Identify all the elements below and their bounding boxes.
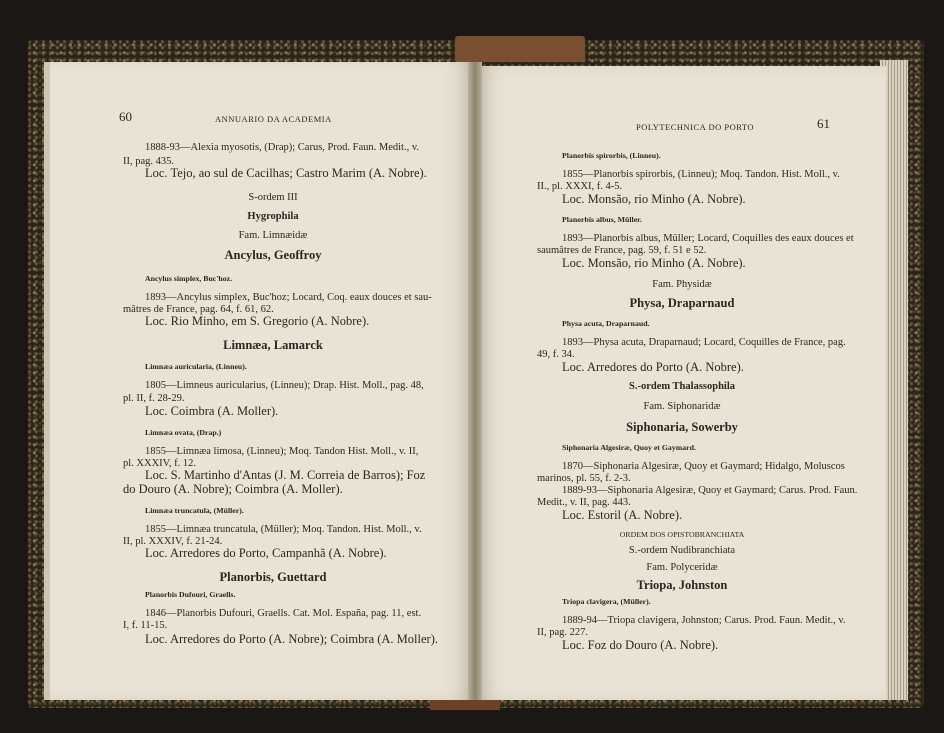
text-line: 1855—Limnæa limosa, (Linneu); Moq. Tandon Hist. Moll., v. II, xyxy=(145,446,419,457)
text-line: Fam. Siphonaridæ xyxy=(643,401,721,412)
running-header-right: POLYTECHNICA DO PORTO xyxy=(636,122,755,132)
text-line: Triopa, Johnston xyxy=(636,578,728,592)
text-line: Loc. S. Martinho d'Antas (J. M. Correia de Barros); Foz xyxy=(145,468,426,482)
text-line: pl. II, f. 28-29. xyxy=(123,393,185,404)
spine-top xyxy=(455,36,585,62)
text-line: Loc. Tejo, ao sul de Cacilhas; Castro Marim (A. Nobre). xyxy=(145,166,427,180)
text-line: Loc. Foz do Douro (A. Nobre). xyxy=(562,638,719,652)
text-line: II, pl. XXXIV, f. 21-24. xyxy=(123,536,223,547)
text-line: Loc. Arredores do Porto (A. Nobre); Coimbra (A. Moller). xyxy=(145,632,438,646)
text-line: Triopa clavigera, (Müller). xyxy=(562,597,651,606)
text-line: 1893—Planorbis albus, Müller; Locard, Coquilles des eaux douces et xyxy=(562,233,854,244)
text-line: Loc. Rio Minho, em S. Gregorio (A. Nobre). xyxy=(145,314,370,328)
text-line: Loc. Arredores do Porto, Campanhã (A. Nobre). xyxy=(145,546,387,560)
text-line: Physa, Draparnaud xyxy=(629,296,735,310)
text-line: II, pag. 435. xyxy=(123,156,175,167)
text-line: Planorbis, Guettard xyxy=(219,570,327,584)
text-line: 1846—Planorbis Dufouri, Graells. Cat. Mol. España, pag. 11, est. xyxy=(145,608,422,619)
text-line: Limnæa truncatula, (Müller). xyxy=(145,506,244,515)
text-line: Planorbis albus, Müller. xyxy=(562,215,642,224)
text-line: Fam. Physidæ xyxy=(652,279,712,290)
text-line: 1805—Limneus auricularius, (Linneu); Drap. Hist. Moll., pag. 48, xyxy=(145,380,424,391)
page-number-right: 61 xyxy=(817,116,830,131)
text-line: Loc. Coimbra (A. Moller). xyxy=(145,404,279,418)
text-line: Loc. Arredores do Porto (A. Nobre). xyxy=(562,360,744,374)
text-line: Physa acuta, Draparnaud. xyxy=(562,319,650,328)
text-line: Ancylus simplex, Buc'hoz. xyxy=(145,274,233,283)
text-line: marinos, pl. 55, f. 2-3. xyxy=(537,473,631,484)
book-gutter xyxy=(468,62,482,700)
text-line: 1855—Limnæa truncatula, (Müller); Moq. Tandon. Hist. Moll., v. xyxy=(145,524,422,535)
text-line: Siphonaria Algesiræ, Quoy et Gaymard. xyxy=(562,443,696,452)
text-line: Limnæa ovata, (Drap.) xyxy=(145,428,222,437)
text-line: Ancylus, Geoffroy xyxy=(224,248,322,262)
text-line: Fam. Polyceridæ xyxy=(646,562,718,573)
text-line: Loc. Monsão, rio Minho (A. Nobre). xyxy=(562,256,746,270)
text-line: S-ordem III xyxy=(248,192,298,203)
text-line: Siphonaria, Sowerby xyxy=(626,420,738,434)
page-number-left: 60 xyxy=(119,109,132,124)
text-line: saumâtres de France, pag. 59, f. 51 e 52. xyxy=(537,245,707,256)
text-line: 1889-94—Triopa clavigera, Johnston; Carus. Prod. Faun. Medit., v. xyxy=(562,615,846,626)
text-line: I, f. 11-15. xyxy=(123,620,168,631)
text-line: 1855—Planorbis spirorbis, (Linneu); Moq. Tandon. Hist. Moll., v. xyxy=(562,169,840,180)
text-line: 1889-93—Siphonaria Algesiræ, Quoy et Gaymard; Carus. Prod. Faun. xyxy=(562,485,858,496)
text-line: II., pl. XXXI, f. 4-5. xyxy=(537,181,623,192)
text-line: 1893—Physa acuta, Draparnaud; Locard, Coquilles de France, pag. xyxy=(562,337,846,348)
text-line: do Douro (A. Nobre); Coimbra (A. Moller). xyxy=(123,482,343,496)
text-line: Medit., v. II, pag. 443. xyxy=(537,497,631,508)
text-line: Loc. Monsão, rio Minho (A. Nobre). xyxy=(562,192,746,206)
text-line: mâtres de France, pag. 64, f. 61, 62. xyxy=(123,304,274,315)
text-line: Limnæa auricularia, (Linneu). xyxy=(145,362,247,371)
text-line: Loc. Estoril (A. Nobre). xyxy=(562,508,683,522)
text-line: 1888-93—Alexia myosotis, (Drap); Carus, Prod. Faun. Medit., v. xyxy=(145,142,420,153)
text-line: S.-ordem Nudibranchiata xyxy=(628,545,736,556)
text-line: pl. XXXIV, f. 12. xyxy=(123,458,197,469)
text-line: Fam. Limnæidæ xyxy=(238,230,308,241)
text-line: Limnæa, Lamarck xyxy=(223,338,323,352)
text-line: II, pag. 227. xyxy=(537,627,589,638)
text-line: 1893—Ancylus simplex, Buc'hoz; Locard, Coq. eaux douces et sau- xyxy=(145,292,432,303)
running-header-left: ANNUARIO DA ACADEMIA xyxy=(215,114,332,124)
text-line: Planorbis spirorbis, (Linneu). xyxy=(562,151,661,160)
text-line: 1870—Siphonaria Algesiræ, Quoy et Gaymard; Hidalgo, Moluscos xyxy=(562,461,845,472)
text-line: ORDEM DOS OPISTOBRANCHIATA xyxy=(619,530,745,539)
text-line: 49, f. 34. xyxy=(537,349,575,360)
text-line: S.-ordem Thalassophila xyxy=(629,381,735,392)
text-line: Hygrophila xyxy=(247,211,299,222)
text-line: Planorbis Dufouri, Graells. xyxy=(145,590,236,599)
